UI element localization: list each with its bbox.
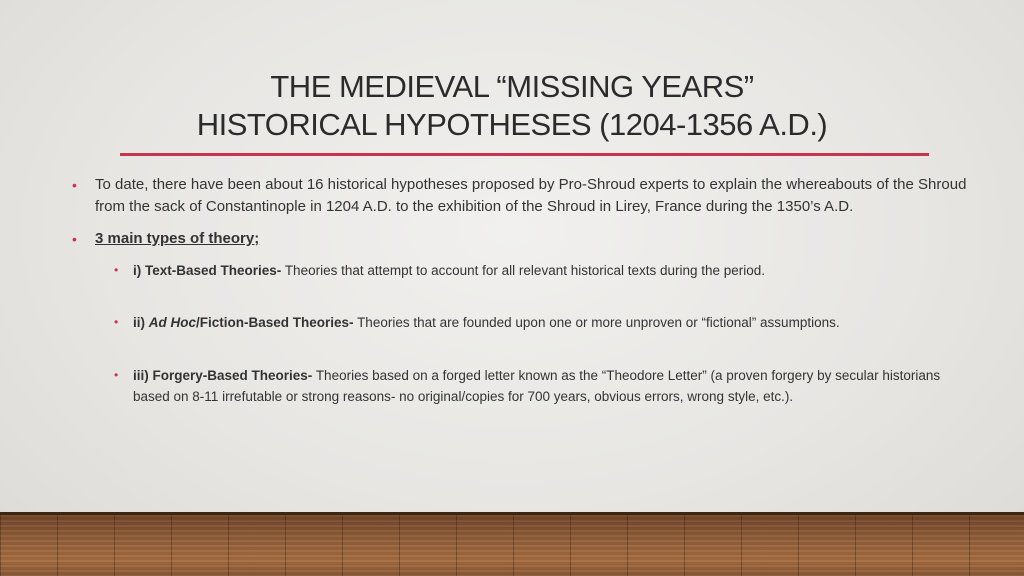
- ad-hoc-label-prefix: ii): [133, 315, 145, 330]
- bullet-dot-icon: •: [72, 177, 77, 193]
- bullet-dot-icon: •: [114, 315, 119, 329]
- bullet-dot-icon: •: [114, 368, 119, 382]
- title-line-1: THE MEDIEVAL “MISSING YEARS”: [270, 69, 754, 104]
- sub-bullet-text-based: [70, 260, 970, 281]
- title-line-2: HISTORICAL HYPOTHESES (1204-1356 A.D.): [196, 107, 828, 142]
- types-heading: 3 main types of theory;: [95, 230, 260, 247]
- bullet-types-heading: [70, 228, 970, 250]
- text-based-label: i) Text-Based Theories-: [133, 263, 282, 278]
- intro-text: To date, there have been about 16 historical hypotheses proposed by Pro-Shroud experts to explain the whereabouts of the Shroud from the sack of Constantinople in 1204 A.D. to the exhibition of the Shroud in Lirey, France during the 1350’s A.D.: [95, 176, 967, 215]
- bullet-intro: [70, 174, 970, 218]
- slide-content: [70, 174, 970, 407]
- forgery-based-description: Theories based on a forged letter known as the “Theodore Letter” (a proven forgery by secular historians based on 8-11 irrefutable or strong reasons- no original/copies for 700 years, obvious errors, wrong style, etc.).: [133, 368, 941, 404]
- bullet-dot-icon: •: [72, 231, 77, 247]
- ad-hoc-label-italic: Ad Hoc: [148, 315, 197, 330]
- forgery-based-label: iii) Forgery-Based Theories-: [133, 368, 313, 383]
- sub-bullet-ad-hoc: [70, 312, 970, 333]
- sub-bullet-forgery-based: [70, 365, 970, 407]
- title-underline-rule: [120, 153, 929, 156]
- slide-title: [95, 68, 929, 144]
- bullet-dot-icon: •: [114, 263, 119, 277]
- ad-hoc-description: Theories that are founded upon one or more unproven or “fictional” assumptions.: [357, 315, 840, 330]
- ad-hoc-label-suffix: /Fiction-Based Theories-: [196, 315, 354, 330]
- text-based-description: Theories that attempt to account for all relevant historical texts during the period.: [284, 263, 766, 278]
- floor-grain: [0, 515, 1024, 576]
